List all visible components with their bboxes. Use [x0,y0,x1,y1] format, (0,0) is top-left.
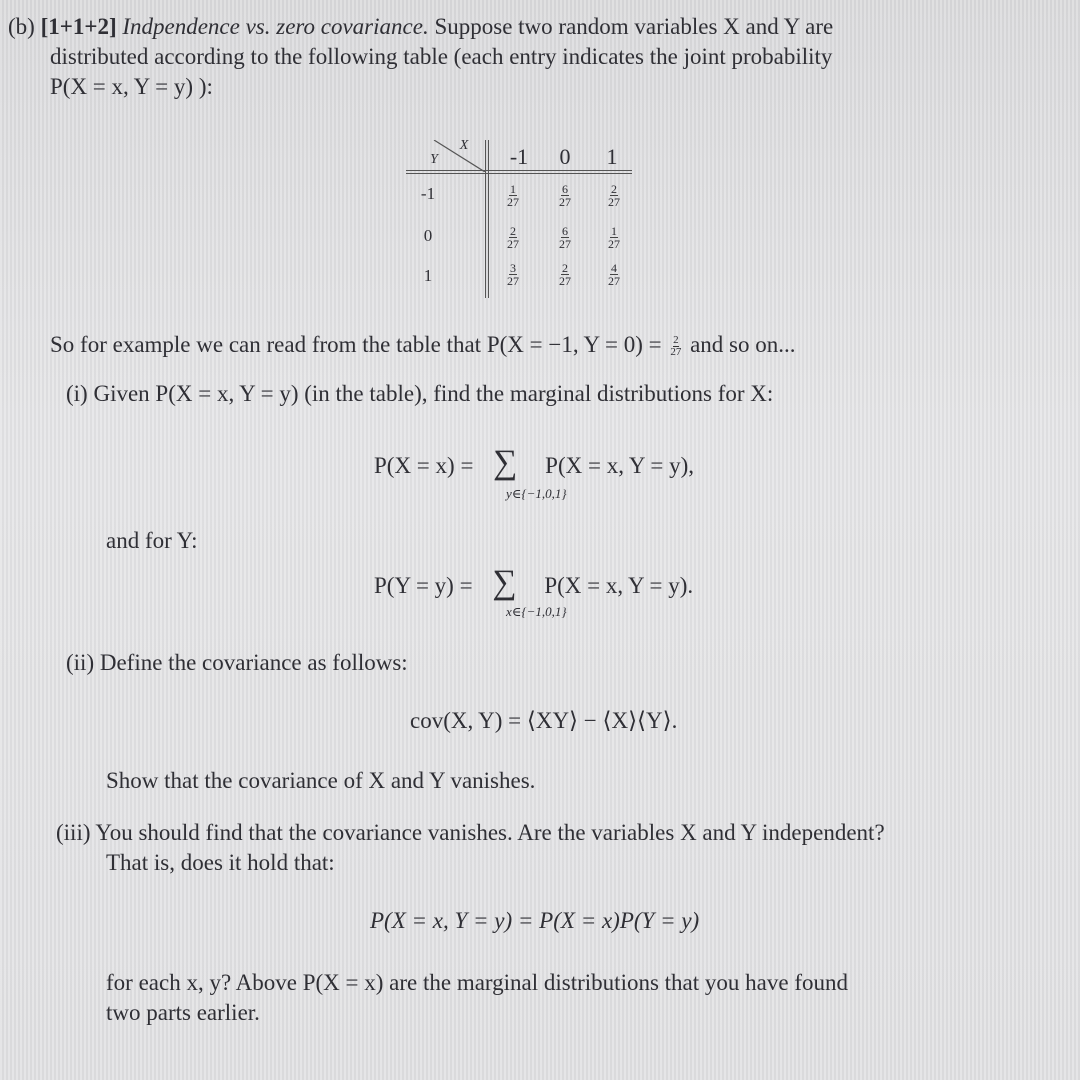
example-fraction: $\frac{2}{27}$ [670,334,682,359]
part-ii-text: Define the covariance as follows: [99,650,408,675]
table-corner-y: Y [430,152,438,167]
intro-line-3: P(X = x, Y = y) ): [50,74,213,99]
intro-line-1: Suppose two random variables X and Y are [434,14,834,39]
example-text-after: and so on... [690,332,796,357]
part-i-label: (i) [66,381,88,406]
y-value: -1 [420,184,436,203]
problem-title: Indpendence vs. zero covariance. [122,14,429,39]
example-sentence [50,332,796,358]
part-iii-text-2: That is, does it hold that: [106,850,335,875]
part-iii-label: (iii) [56,820,91,845]
probability-cell: $\frac{2}{27}$ [559,261,571,288]
probability-cell: $\frac{6}{27}$ [559,224,571,251]
intro-line-2: distributed according to the following table (each entry indicates the joint probability [50,44,833,69]
part-ii-show: Show that the covariance of X and Y vanishes. [106,768,536,793]
table-header-rule [406,170,632,174]
part-iii-text-1: You should find that the covariance vanishes. Are the variables X and Y independent? [95,820,885,845]
summation-symbol: ∑ [493,444,518,481]
table-corner-diagonal [406,140,485,172]
part-ii-question [66,650,408,676]
joint-probability-table [406,140,632,298]
part-ii-label: (ii) [66,650,95,675]
part-iii-tail-1: for each x, y? Above P(X = x) are the marginal distributions that you have found [106,970,848,995]
independence-equation: P(X = x, Y = y) = P(X = x)P(Y = y) [370,908,700,933]
part-label: (b) [8,14,35,39]
table-corner-x: X [459,138,469,153]
eq1-rhs: P(X = x, Y = y), [545,453,694,478]
probability-cell: $\frac{2}{27}$ [608,182,620,209]
eq2-subscript: x∈{−1,0,1} [506,604,567,619]
y-value: 1 [423,266,433,285]
part-iii-question [56,820,885,846]
y-value: 0 [423,226,433,245]
points-label: [1+1+2] [40,14,117,39]
eq2-rhs: P(X = x, Y = y). [544,573,694,598]
probability-cell: $\frac{3}{27}$ [507,261,519,288]
probability-cell: $\frac{2}{27}$ [507,224,519,251]
and-for-y: and for Y: [106,528,198,553]
probability-cell: $\frac{1}{27}$ [507,182,519,209]
table-column-rule [485,140,489,298]
eq1-lhs: P(X = x) = [374,453,474,478]
part-i-text: Given P(X = x, Y = y) (in the table), find the marginal distributions for X: [93,381,774,406]
problem-header-line-1 [8,14,1068,40]
part-i-question [66,381,773,407]
covariance-definition: cov(X, Y) = ⟨XY⟩ − ⟨X⟩⟨Y⟩. [410,708,678,733]
eq2-lhs: P(Y = y) = [374,573,473,598]
summation-symbol: ∑ [492,564,517,601]
x-value: 0 [559,144,571,169]
part-iii-tail-2: two parts earlier. [106,1000,260,1025]
marginal-x-equation [374,446,694,480]
eq1-subscript: y∈{−1,0,1} [506,486,567,501]
x-value: 1 [606,144,618,169]
x-value: -1 [509,144,529,169]
example-text-before: So for example we can read from the table that P(X = −1, Y = 0) = [50,332,662,357]
probability-cell: $\frac{4}{27}$ [608,261,620,288]
marginal-y-equation [374,566,693,600]
probability-cell: $\frac{1}{27}$ [608,224,620,251]
probability-cell: $\frac{6}{27}$ [559,182,571,209]
